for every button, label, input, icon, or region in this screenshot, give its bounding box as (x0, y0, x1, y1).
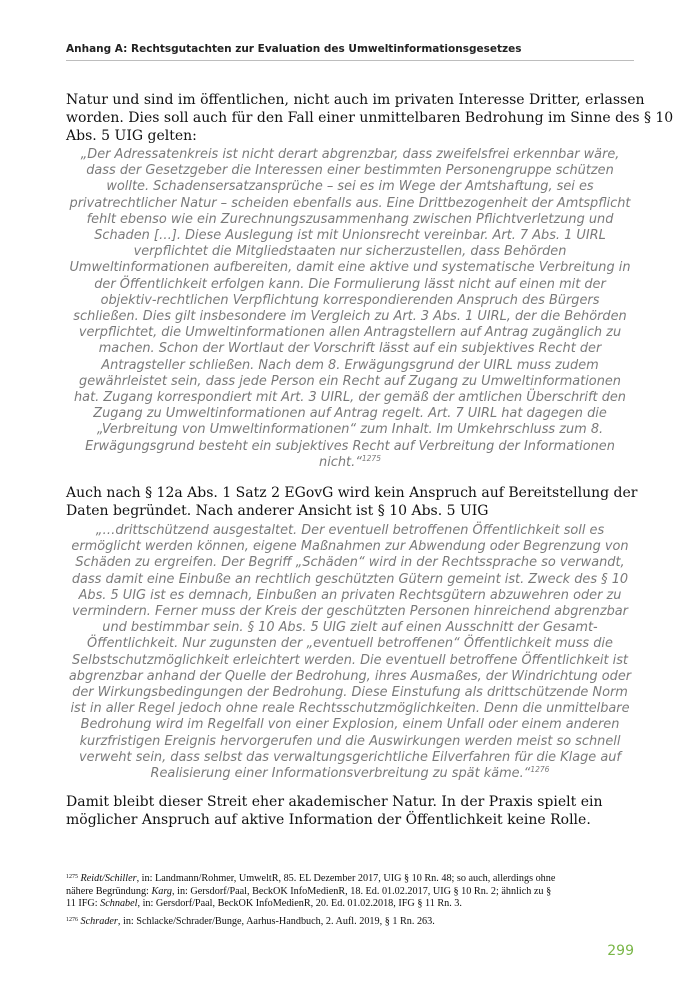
footnote-1276 (66, 916, 634, 929)
quote-line: „…drittschützend ausgestaltet. Der eventuell betroffenen Öffentlichkeit soll es (95, 523, 605, 538)
text-line: Auch nach § 12a Abs. 1 Satz 2 EGovG wird kein Anspruch auf Bereitstellung der (66, 485, 638, 501)
quote-line: der Wirkungsbedingungen der Bedrohung. Diese Einstufung als drittschützende Norm (72, 685, 628, 701)
quote-line: gewährleistet sein, dass jede Person ein Recht auf Zugang zu Umweltinformationen (79, 373, 621, 389)
footnote-text: , in: Landmann/Rohmer, UmweltR, 85. EL Dezember 2017, UIG § 10 Rn. 48; so auch, allerdings ohne (136, 873, 556, 884)
quote-line: dass damit eine Einbuße an rechtlich geschützten Gütern gemeint ist. Zweck des § 10 (71, 571, 629, 587)
quote-line: der Öffentlichkeit erfolgen kann. Die Formulierung lässt nicht auf einen mit der (94, 276, 606, 292)
quote-line: ist in aller Regel jedoch ohne reale Rechtsschutzmöglichkeiten. Denn die unmittelbare (70, 701, 630, 717)
quote-line: abgrenzbar anhand der Quelle der Bedrohung, ihres Ausmaßes, der Windrichtung oder (68, 668, 632, 684)
footnote-ref[interactable]: 1276 (530, 765, 550, 775)
footnote-author: Schrader (80, 915, 118, 927)
paragraph-intro (66, 91, 674, 145)
quote-line: kurzfristigen Ereignis hervorgerufen und die Auswirkungen werden meist so schnell (79, 733, 621, 749)
quote-line: verpflichtet die Mitgliedstaaten nur sicherzustellen, dass Behörden (133, 244, 567, 260)
text-line: möglicher Anspruch auf aktive Information der Öffentlichkeit keine Rolle. (66, 812, 591, 828)
text-line: worden. Dies soll auch für den Fall einer unmittelbaren Bedrohung im Sinne des § 10 (66, 110, 674, 126)
quote-line: und bestimmbar sein. § 10 Abs. 5 UIG zielt auf einen Ausschnitt der Gesamt- (102, 620, 598, 636)
block-quote-2 (66, 523, 634, 782)
footnote-1275 (66, 873, 634, 886)
footnotes (66, 873, 634, 928)
quote-line: verpflichtet, die Umweltinformationen allen Antragstellern auf Antrag zugänglich zu (78, 325, 622, 341)
quote-line: verweht sein, dass selbst das verwaltungsgerichtliche Eilverfahren für die Klage auf (79, 749, 621, 765)
footnote-author: Schnabel (100, 898, 138, 910)
quote-line: Erwägungsgrund besteht ein subjektives Recht auf Verbreitung der Informationen (85, 438, 615, 454)
quote-line: Bedrohung wird im Regelfall von einer Explosion, einem Unfall oder einem anderen (80, 717, 620, 733)
quote-line: ermöglicht werden können, eigene Maßnahmen zur Abwendung oder Begrenzung von (71, 539, 629, 555)
footnote-number: 1275 (66, 874, 78, 880)
quote-line: privatrechtlicher Natur – scheiden ebenfalls aus. Eine Drittbezogenheit der Amtspflicht (69, 195, 631, 211)
text-line: Damit bleibt dieser Streit eher akademischer Natur. In der Praxis spielt ein (66, 794, 603, 810)
quote-line-last (66, 455, 634, 471)
quote-line: fehlt ebenso wie ein Zurechnungszusammenhang zwischen Pflichtverletzung und (86, 211, 614, 227)
footnote-text: , in: Gersdorf/Paal, BeckOK InfoMedienR, 20. Ed. 01.02.2018, IFG § 11 Rn. 3. (137, 898, 462, 910)
text-line: Daten begründet. Nach anderer Ansicht ist § 10 Abs. 5 UIG (66, 503, 489, 519)
quote-line: dass der Gesetzgeber die Interessen einer bestimmten Personengruppe schützen (86, 163, 614, 179)
text-line: Abs. 5 UIG gelten: (66, 128, 197, 144)
quote-line: objektiv-rechtlichen Verpflichtung korrespondierenden Anspruch des Bürgers (100, 292, 600, 308)
quote-line: machen. Schon der Wortlaut der Vorschrift lässt auf ein subjektives Recht der (98, 341, 602, 357)
quote-text: nicht.“ (319, 454, 362, 470)
quote-line: „Der Adressatenkreis ist nicht derart abgrenzbar, dass zweifelsfrei erkennbar wäre, (80, 147, 620, 162)
quote-line: wollte. Schadensersatzansprüche – sei es im Wege der Amtshaftung, sei es (106, 179, 594, 195)
footnote-author: Karg (151, 885, 173, 897)
running-header: Anhang A: Rechtsgutachten zur Evaluation des Umweltinformationsgesetzes (66, 43, 634, 61)
footnote-ref[interactable]: 1275 (361, 453, 381, 463)
block-quote-1 (66, 147, 634, 471)
quote-line-last (66, 766, 634, 782)
footnote-text: , in: Gersdorf/Paal, BeckOK InfoMedienR, 18. Ed. 01.02.2017, UIG § 10 Rn. 2; ähnlich zu § (172, 885, 552, 897)
footnote-text: nähere Begründung: (66, 885, 152, 897)
quote-line: Schaden […]. Diese Auslegung ist mit Unionsrecht vereinbar. Art. 7 Abs. 1 UIRL (94, 228, 606, 244)
quote-text: Realisierung einer Informationsverbreitung zu spät käme.“ (150, 766, 531, 782)
footnote-1275-line-2 (66, 886, 634, 899)
paragraph-egovg (66, 484, 638, 520)
footnote-author: Reidt/Schiller (80, 873, 137, 884)
quote-line: Zugang zu Umweltinformationen auf Antrag regelt. Art. 7 UIRL hat dagegen die (93, 406, 607, 422)
quote-line: Abs. 5 UIG ist es demnach, Einbußen an privaten Rechtsgütern abzuwehren oder zu (78, 587, 622, 603)
text-line: Natur und sind im öffentlichen, nicht auch im privaten Interesse Dritter, erlassen (66, 92, 645, 108)
quote-line: Öffentlichkeit. Nur zugunsten der „eventuell betroffenen“ Öffentlichkeit muss die (87, 636, 613, 652)
footnote-1275-line-3 (66, 898, 634, 911)
quote-line: vermindern. Ferner muss der Kreis der geschützten Personen hinreichend abgrenzbar (72, 604, 628, 620)
quote-line: „Verbreitung von Umweltinformationen“ zum Inhalt. Im Umkehrschluss zum 8. (96, 422, 604, 438)
quote-line: Umweltinformationen aufbereiten, damit eine aktive und systematische Verbreitung in (69, 260, 631, 276)
footnote-number: 1276 (66, 916, 78, 923)
quote-line: Selbstschutzmöglichkeit erleichtert werden. Die eventuell betroffene Öffentlichkeit ist (72, 652, 628, 668)
quote-line: Schäden zu ergreifen. Der Begriff „Schäden“ wird in der Rechtssprache so verwandt, (75, 555, 625, 571)
page-number: 299 (607, 943, 634, 959)
footnote-text: 11 IFG: (66, 898, 101, 910)
paragraph-conclusion (66, 793, 634, 829)
footnote-text: , in: Schlacke/Schrader/Bunge, Aarhus-Handbuch, 2. Aufl. 2019, § 1 Rn. 263. (117, 915, 435, 927)
quote-line: schließen. Dies gilt insbesondere im Vergleich zu Art. 3 Abs. 1 UIRL, der die Behörden (73, 309, 627, 325)
quote-line: Antragsteller schließen. Nach dem 8. Erwägungsgrund der UIRL muss zudem (101, 357, 599, 373)
quote-line: hat. Zugang korrespondiert mit Art. 3 UIRL, der gemäß der amtlichen Überschrift den (74, 390, 626, 406)
